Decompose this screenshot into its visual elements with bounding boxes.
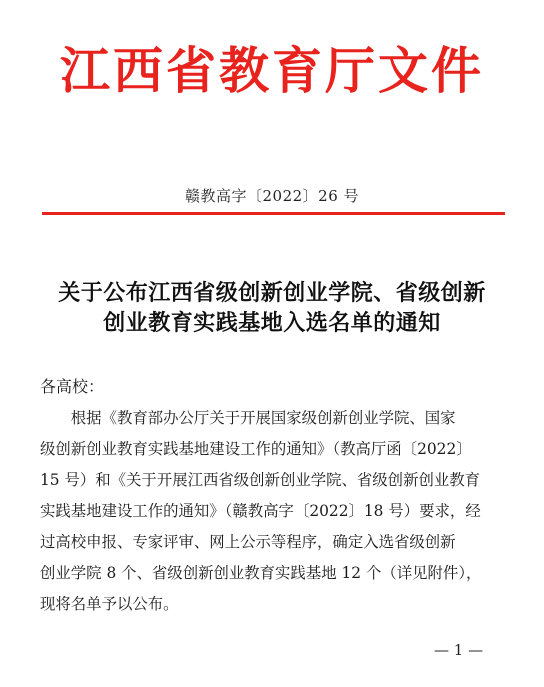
body-line: 过高校申报、专家评审、网上公示等程序，确定入选省级创新 — [40, 533, 456, 551]
body-line: 现将名单予以公布。 — [40, 595, 179, 613]
document-number: 赣教高字〔2022〕26 号 — [184, 187, 360, 205]
body-line: 级创新创业教育实践基地建设工作的通知》（教高厅函〔2022〕 — [40, 440, 472, 458]
body-line: 根据《教育部办公厅关于开展国家级创新创业学院、国家 — [40, 409, 456, 427]
body-line: 15 号）和《关于开展江西省级创新创业学院、省级创新创业教育 — [40, 471, 481, 489]
page-number: — 1 — — [434, 641, 484, 659]
body-paragraph — [40, 403, 510, 620]
document-masthead: 江西省教育厅文件 — [60, 41, 484, 100]
notice-title — [40, 278, 504, 338]
body-line: 创业学院 8 个、省级创新创业教育实践基地 12 个（详见附件）， — [40, 564, 482, 582]
red-separator-line — [42, 212, 505, 215]
body-line: 实践基地建设工作的通知》（赣教高字〔2022〕18 号）要求，经 — [40, 502, 481, 520]
title-line: 关于公布江西省级创新创业学院、省级创新 — [58, 280, 486, 306]
salutation: 各高校： — [40, 377, 105, 396]
title-line: 创业教育实践基地入选名单的通知 — [103, 310, 441, 336]
